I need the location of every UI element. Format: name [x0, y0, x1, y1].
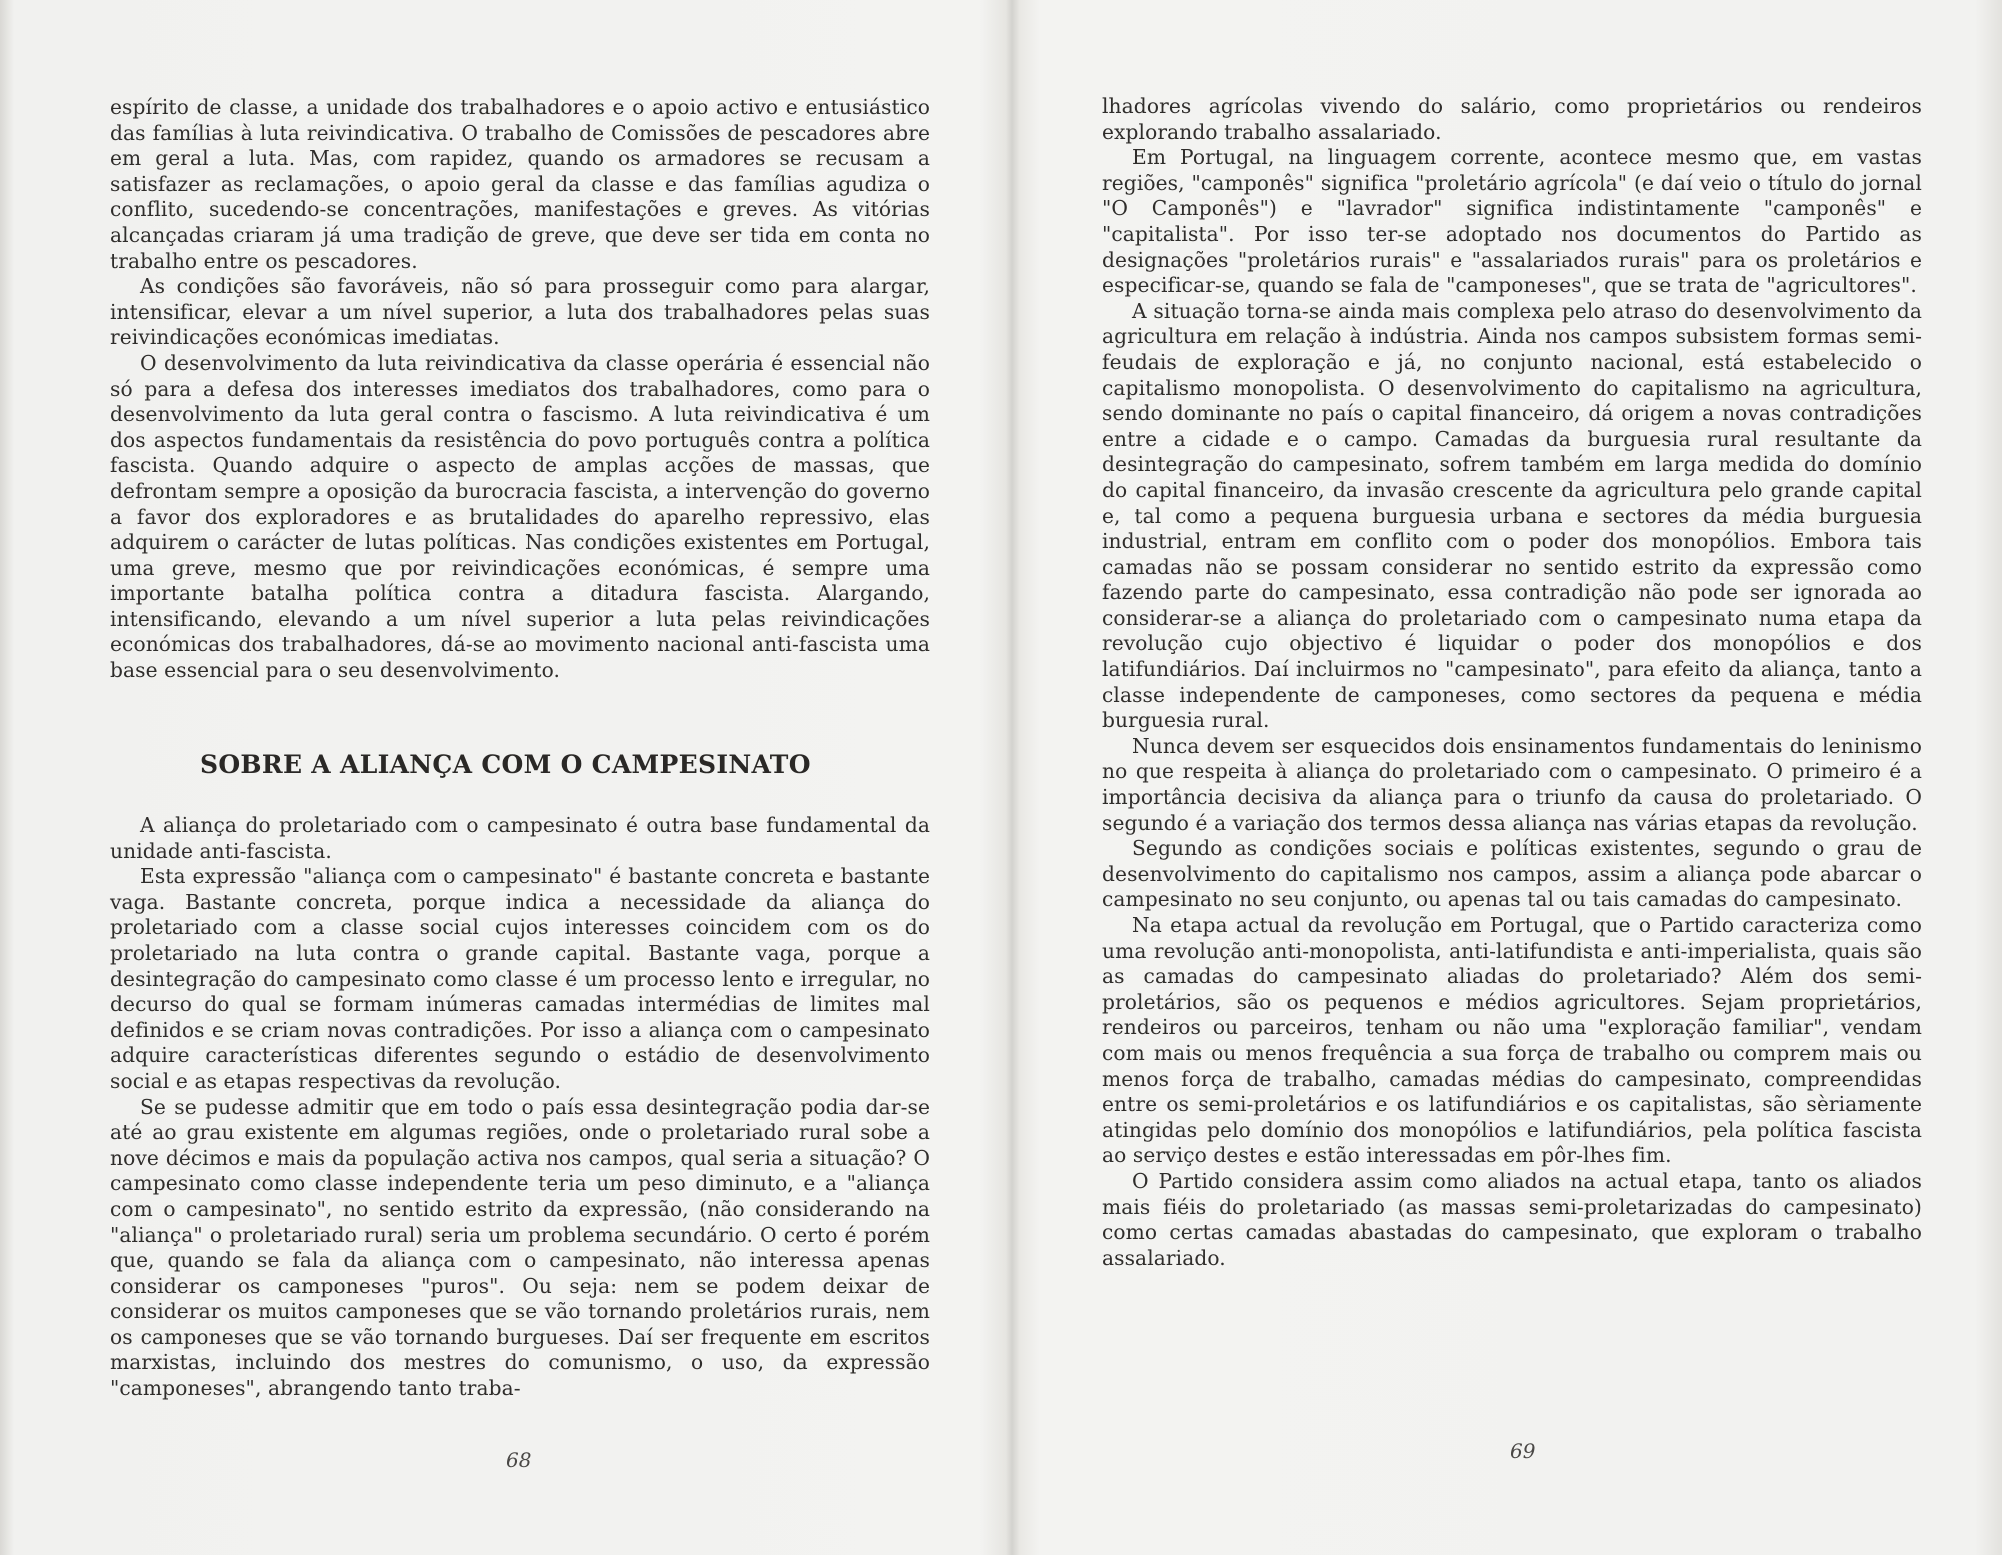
paragraph: O Partido considera assim como aliados na actual etapa, tanto os aliados mais fiéis do proletariado (as massas semi-proletarizadas do campesinato) como certas camadas abastadas do campesinato, que exploram o trabalho assalariado. — [1102, 1168, 1922, 1270]
paragraph: Em Portugal, na linguagem corrente, acontece mesmo que, em vastas regiões, "camponês" significa "proletário agrícola" (e daí veio o título do jornal "O Camponês") e "lavrador" significa indistintamente "camponês" e "capitalista". Por isso ter-se adoptado nos documentos do Partido as designações "proletários rurais" e "assalariados rurais" para os proletários e especificar-se, quando se fala de "camponeses", que se trata de "agricultores". — [1102, 145, 1922, 298]
paragraph: Esta expressão "aliança com o campesinato" é bastante concreta e bastante vaga. Bastante concreta, porque indica a necessidade da aliança do proletariado com a classe social cujos interesses coincidem com os do proletariado na luta contra o grande capital. Bastante vaga, porque a desintegração do campesinato como classe é um processo lento e irregular, no decurso do qual se formam inúmeras camadas intermédias de limites mal definidos e se criam novas contradições. Por isso a aliança com o campesinato adquire características diferentes segundo o estádio de desenvolvimento social e as etapas respectivas da revolução. — [110, 864, 930, 1093]
page-number: 69 — [1510, 1439, 1536, 1463]
paragraph: Segundo as condições sociais e políticas existentes, segundo o grau de desenvolvimento do capitalismo nos campos, assim a aliança pode abarcar o campesinato no seu conjunto, ou apenas tal ou tais camadas do campesinato. — [1102, 836, 1922, 912]
right-page-text — [1102, 94, 1922, 1271]
paragraph: As condições são favoráveis, não só para prosseguir como para alargar, intensificar, elevar a um nível superior, a luta dos trabalhadores pelas suas reivindicações económicas imediatas. — [110, 274, 930, 350]
paragraph: A situação torna-se ainda mais complexa pelo atraso do desenvolvimento da agricultura em relação à indústria. Ainda nos campos subsistem formas semi-feudais de exploração e já, no conjunto nacional, está estabelecido o capitalismo monopolista. O desenvolvimento do capitalismo na agricultura, sendo dominante no país o capital financeiro, dá origem a novas contradições entre a cidade e o campo. Camadas da burguesia rural resultante da desintegração do campesinato, sofrem também em larga medida do domínio do capital financeiro, da invasão crescente da agricultura pelo grande capital e, tal como a pequena burguesia urbana e sectores da média burguesia industrial, entram em conflito com o poder dos monopólios. Embora tais camadas não se possam considerar no sentido estrito da expressão como fazendo parte do campesinato, essa contradição não pode ser ignorada ao considerar-se a aliança do proletariado com o campesinato numa etapa da revolução cujo objectivo é liquidar o poder dos monopólios e dos latifundiários. Daí incluirmos no "campesinato", para efeito da aliança, tanto a classe independente de camponeses, como sectores da pequena e média burguesia rural. — [1102, 298, 1922, 733]
paragraph: espírito de classe, a unidade dos trabalhadores e o apoio activo e entusiástico das famílias à luta reivindicativa. O trabalho de Comissões de pescadores abre em geral a luta. Mas, com rapidez, quando os armadores se recusam a satisfazer as reclamações, o apoio geral da classe e das famílias agudiza o conflito, sucedendo-se concentrações, manifestações e greves. As vitórias alcançadas criaram já uma tradição de greve, que deve ser tida em conta no trabalho entre os pescadores. — [110, 95, 930, 273]
paragraph: A aliança do proletariado com o campesinato é outra base fundamental da unidade anti-fascista. — [110, 813, 930, 863]
right-page — [1012, 0, 2002, 1555]
left-page-top-text — [110, 95, 930, 684]
left-page-bottom-text — [110, 813, 930, 1402]
paragraph: Nunca devem ser esquecidos dois ensinamentos fundamentais do leninismo no que respeita à aliança do proletariado com o campesinato. O primeiro é a importância decisiva da aliança para o triunfo da causa do proletariado. O segundo é a variação dos termos dessa aliança nas várias etapas da revolução. — [1102, 733, 1922, 835]
paragraph: Se se pudesse admitir que em todo o país essa desintegração podia dar-se até ao grau existente em algumas regiões, onde o proletariado rural sobe a nove décimos e mais da população activa nos campos, qual seria a situação? O campesinato como classe independente teria um peso diminuto, e a "aliança com o campesinato", no sentido estrito da expressão, (não considerando na "aliança" o proletariado rural) seria um problema secundário. O certo é porém que, quando se fala da aliança com o campesinato, não interessa apenas considerar os camponeses "puros". Ou seja: nem se podem deixar de considerar os muitos camponeses que se vão tornando proletários rurais, nem os camponeses que se vão tornando burgueses. Daí ser frequente em escritos marxistas, incluindo dos mestres do comunismo, o uso, da expressão "camponeses", abrangendo tanto traba- — [110, 1094, 930, 1401]
section-heading: SOBRE A ALIANÇA COM O CAMPESINATO — [200, 750, 811, 779]
paragraph: O desenvolvimento da luta reivindicativa da classe operária é essencial não só para a defesa dos interesses imediatos dos trabalhadores, como para o desenvolvimento da luta geral contra o fascismo. A luta reivindicativa é um dos aspectos fundamentais da resistência do povo português contra a política fascista. Quando adquire o aspecto de amplas acções de massas, que defrontam sempre a oposição da burocracia fascista, a intervenção do governo a favor dos exploradores e as brutalidades do aparelho repressivo, elas adquirem o carácter de lutas políticas. Nas condições existentes em Portugal, uma greve, mesmo que por reivindicações económicas, é sempre uma importante batalha política contra a ditadura fascista. Alargando, intensificando, elevando a um nível superior a luta pelas reivindicações económicas dos trabalhadores, dá-se ao movimento nacional anti-fascista uma base essencial para o seu desenvolvimento. — [110, 350, 930, 683]
page-number: 68 — [506, 1448, 532, 1472]
paragraph: Na etapa actual da revolução em Portugal, que o Partido caracteriza como uma revolução anti-monopolista, anti-latifundista e anti-imperialista, quais são as camadas do campesinato aliadas do proletariado? Além dos semi-proletários, são os pequenos e médios agricultores. Sejam proprietários, rendeiros ou parceiros, tenham ou não uma "exploração familiar", vendam com mais ou menos frequência a sua força de trabalho ou comprem mais ou menos força de trabalho, camadas médias do campesinato, compreendidas entre os semi-proletários e os latifundiários e os capitalistas, são sèriamente atingidas pelo domínio dos monopólios e latifundiários, pela política fascista ao serviço destes e estão interessadas em pôr-lhes fim. — [1102, 913, 1922, 1168]
paragraph: lhadores agrícolas vivendo do salário, como proprietários ou rendeiros explorando trabalho assalariado. — [1102, 94, 1922, 144]
